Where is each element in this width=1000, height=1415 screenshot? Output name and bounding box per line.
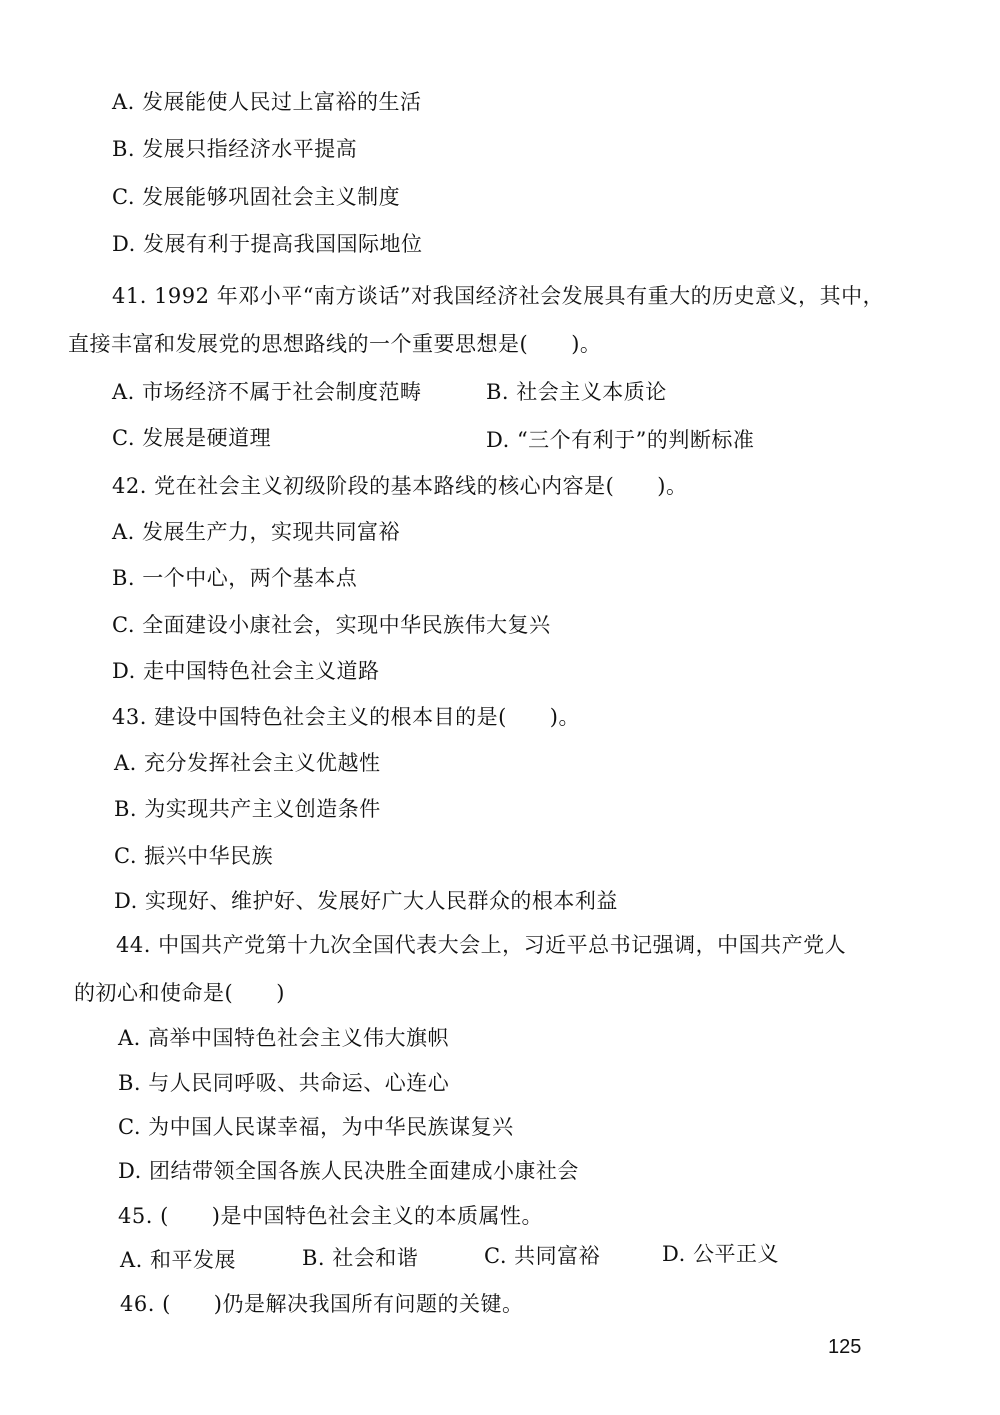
- q42-stem: 42. 党在社会主义初级阶段的基本路线的核心内容是( )。: [112, 474, 688, 498]
- q45-option-d: D. 公平正义: [662, 1242, 779, 1266]
- q45-option-b: B. 社会和谐: [302, 1246, 419, 1270]
- q43-option-b: B. 为实现共产主义创造条件: [114, 797, 381, 821]
- q44-option-c: C. 为中国人民谋幸福，为中华民族谋复兴: [118, 1115, 514, 1139]
- q42-option-b: B. 一个中心，两个基本点: [112, 566, 358, 590]
- q41-option-d: D. “三个有利于”的判断标准: [486, 428, 755, 452]
- q44-option-a: A. 高举中国特色社会主义伟大旗帜: [118, 1026, 450, 1050]
- q45-option-a: A. 和平发展: [120, 1248, 237, 1272]
- q40-option-b: B. 发展只指经济水平提高: [112, 137, 358, 161]
- q40-option-a: A. 发展能使人民过上富裕的生活: [112, 90, 422, 114]
- q43-stem: 43. 建设中国特色社会主义的根本目的是( )。: [112, 705, 580, 729]
- q40-option-d: D. 发展有利于提高我国国际地位: [112, 232, 423, 256]
- q41-option-b: B. 社会主义本质论: [486, 380, 667, 404]
- q44-stem-line1: 44. 中国共产党第十九次全国代表大会上，习近平总书记强调，中国共产党人: [116, 933, 847, 957]
- q42-option-d: D. 走中国特色社会主义道路: [112, 659, 380, 683]
- q45-stem: 45. ( )是中国特色社会主义的本质属性。: [118, 1204, 543, 1228]
- q41-option-a: A. 市场经济不属于社会制度范畴: [112, 380, 422, 404]
- q44-stem-line2: 的初心和使命是( ): [74, 981, 285, 1005]
- q43-option-c: C. 振兴中华民族: [114, 844, 274, 868]
- q42-option-a: A. 发展生产力，实现共同富裕: [112, 520, 401, 544]
- q43-option-d: D. 实现好、维护好、发展好广大人民群众的根本利益: [114, 889, 618, 913]
- q44-option-b: B. 与人民同呼吸、共命运、心连心: [118, 1071, 450, 1095]
- q41-option-c: C. 发展是硬道理: [112, 426, 272, 450]
- q46-stem: 46. ( )仍是解决我国所有问题的关键。: [120, 1292, 524, 1316]
- q42-option-c: C. 全面建设小康社会，实现中华民族伟大复兴: [112, 613, 551, 637]
- q44-option-d: D. 团结带领全国各族人民决胜全面建成小康社会: [118, 1159, 579, 1183]
- q40-option-c: C. 发展能够巩固社会主义制度: [112, 185, 401, 209]
- q41-stem-line1: 41. 1992 年邓小平“南方谈话”对我国经济社会发展具有重大的历史意义，其中，: [112, 284, 885, 308]
- q43-option-a: A. 充分发挥社会主义优越性: [114, 751, 381, 775]
- q41-stem-line2: 直接丰富和发展党的思想路线的一个重要思想是( )。: [68, 332, 602, 356]
- page-number: 125: [828, 1336, 862, 1358]
- q45-option-c: C. 共同富裕: [484, 1244, 601, 1268]
